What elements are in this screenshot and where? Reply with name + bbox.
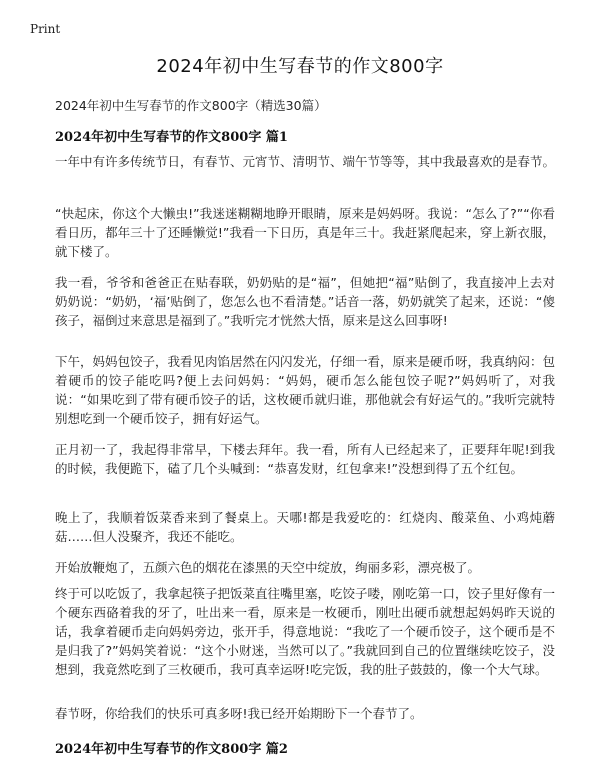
paragraph-4: 下午，妈妈包饺子，我看见肉馅居然在闪闪发光，仔细一看，原来是硬币呀，我真纳闷：包着硬币的饺子能吃吗?便上去问妈妈：“妈妈，硬币怎么能包饺子呢?”妈妈听了，对我说：“如果吃到了带有硬币饺子的话，这枚硬币就归谁，那他就会有好运气的。”我听完就特别想吃到一个硬币饺子，拥有好运气。 [55,354,556,426]
page-title: 2024年初中生写春节的作文800字 [156,56,444,77]
paragraph-1: 一年中有许多传统节日，有春节、元宵节、清明节、端午节等等，其中我最喜欢的是春节。 [55,154,556,169]
paragraph-2: “快起床，你这个大懒虫!”我迷迷糊糊地睁开眼睛，原来是妈妈呀。我说：“怎么了?”“你看看日历，都年三十了还睡懒觉!”我看一下日历，真是年三十。我赶紧爬起来，穿上新衣服，就下楼了。 [55,206,555,259]
paragraph-9: 春节呀，你给我们的快乐可真多呀!我已经开始期盼下一个春节了。 [55,706,423,721]
paragraph-5: 正月初一了，我起得非常早，下楼去拜年。我一看，所有人已经起来了，正要拜年呢!到我的时候，我便跪下，磕了几个头喊到：“恭喜发财，红包拿来!”没想到得了五个红包。 [55,442,555,476]
print-link[interactable]: Print [30,22,61,36]
paragraph-8: 终于可以吃饭了，我拿起筷子把饭菜直往嘴里塞，吃饺子喽，刚吃第一口，饺子里好像有一个硬东西硌着我的牙了，吐出来一看，原来是一枚硬币，刚吐出硬币就想起妈妈昨天说的话，我拿着硬币走向妈妈旁边，张开手，得意地说：“我吃了一个硬币饺子，这个硬币是不是归我了?”妈妈笑着说：“这个小财迷，当然可以了。”我就回到自己的位置继续吃饺子，没想到，我竟然吃到了三枚硬币，我可真幸运呀!吃完饭，我的肚子鼓鼓的，像一个大气球。 [55,586,556,677]
paragraph-7: 开始放鞭炮了，五颜六色的烟花在漆黑的天空中绽放，绚丽多彩，漂亮极了。 [55,560,481,575]
section-heading-2: 2024年初中生写春节的作文800字 篇2 [55,742,288,757]
section-heading-1: 2024年初中生写春节的作文800字 篇1 [55,130,288,145]
paragraph-3: 我一看，爷爷和爸爸正在贴春联，奶奶贴的是“福”，但她把“福”贴倒了，我直接冲上去对奶奶说：“奶奶，‘福’贴倒了，您怎么也不看清楚。”话音一落，奶奶就笑了起来，还说：“傻孩子，福倒过来意思是福到了。”我听完才恍然大悟，原来是这么回事呀! [55,275,555,328]
paragraph-6: 晚上了，我顺着饭菜香来到了餐桌上。天哪!都是我爱吃的：红烧肉、酸菜鱼、小鸡炖蘑菇……但人没聚齐，我还不能吃。 [55,510,555,544]
subtitle: 2024年初中生写春节的作文800字（精选30篇） [55,98,327,113]
